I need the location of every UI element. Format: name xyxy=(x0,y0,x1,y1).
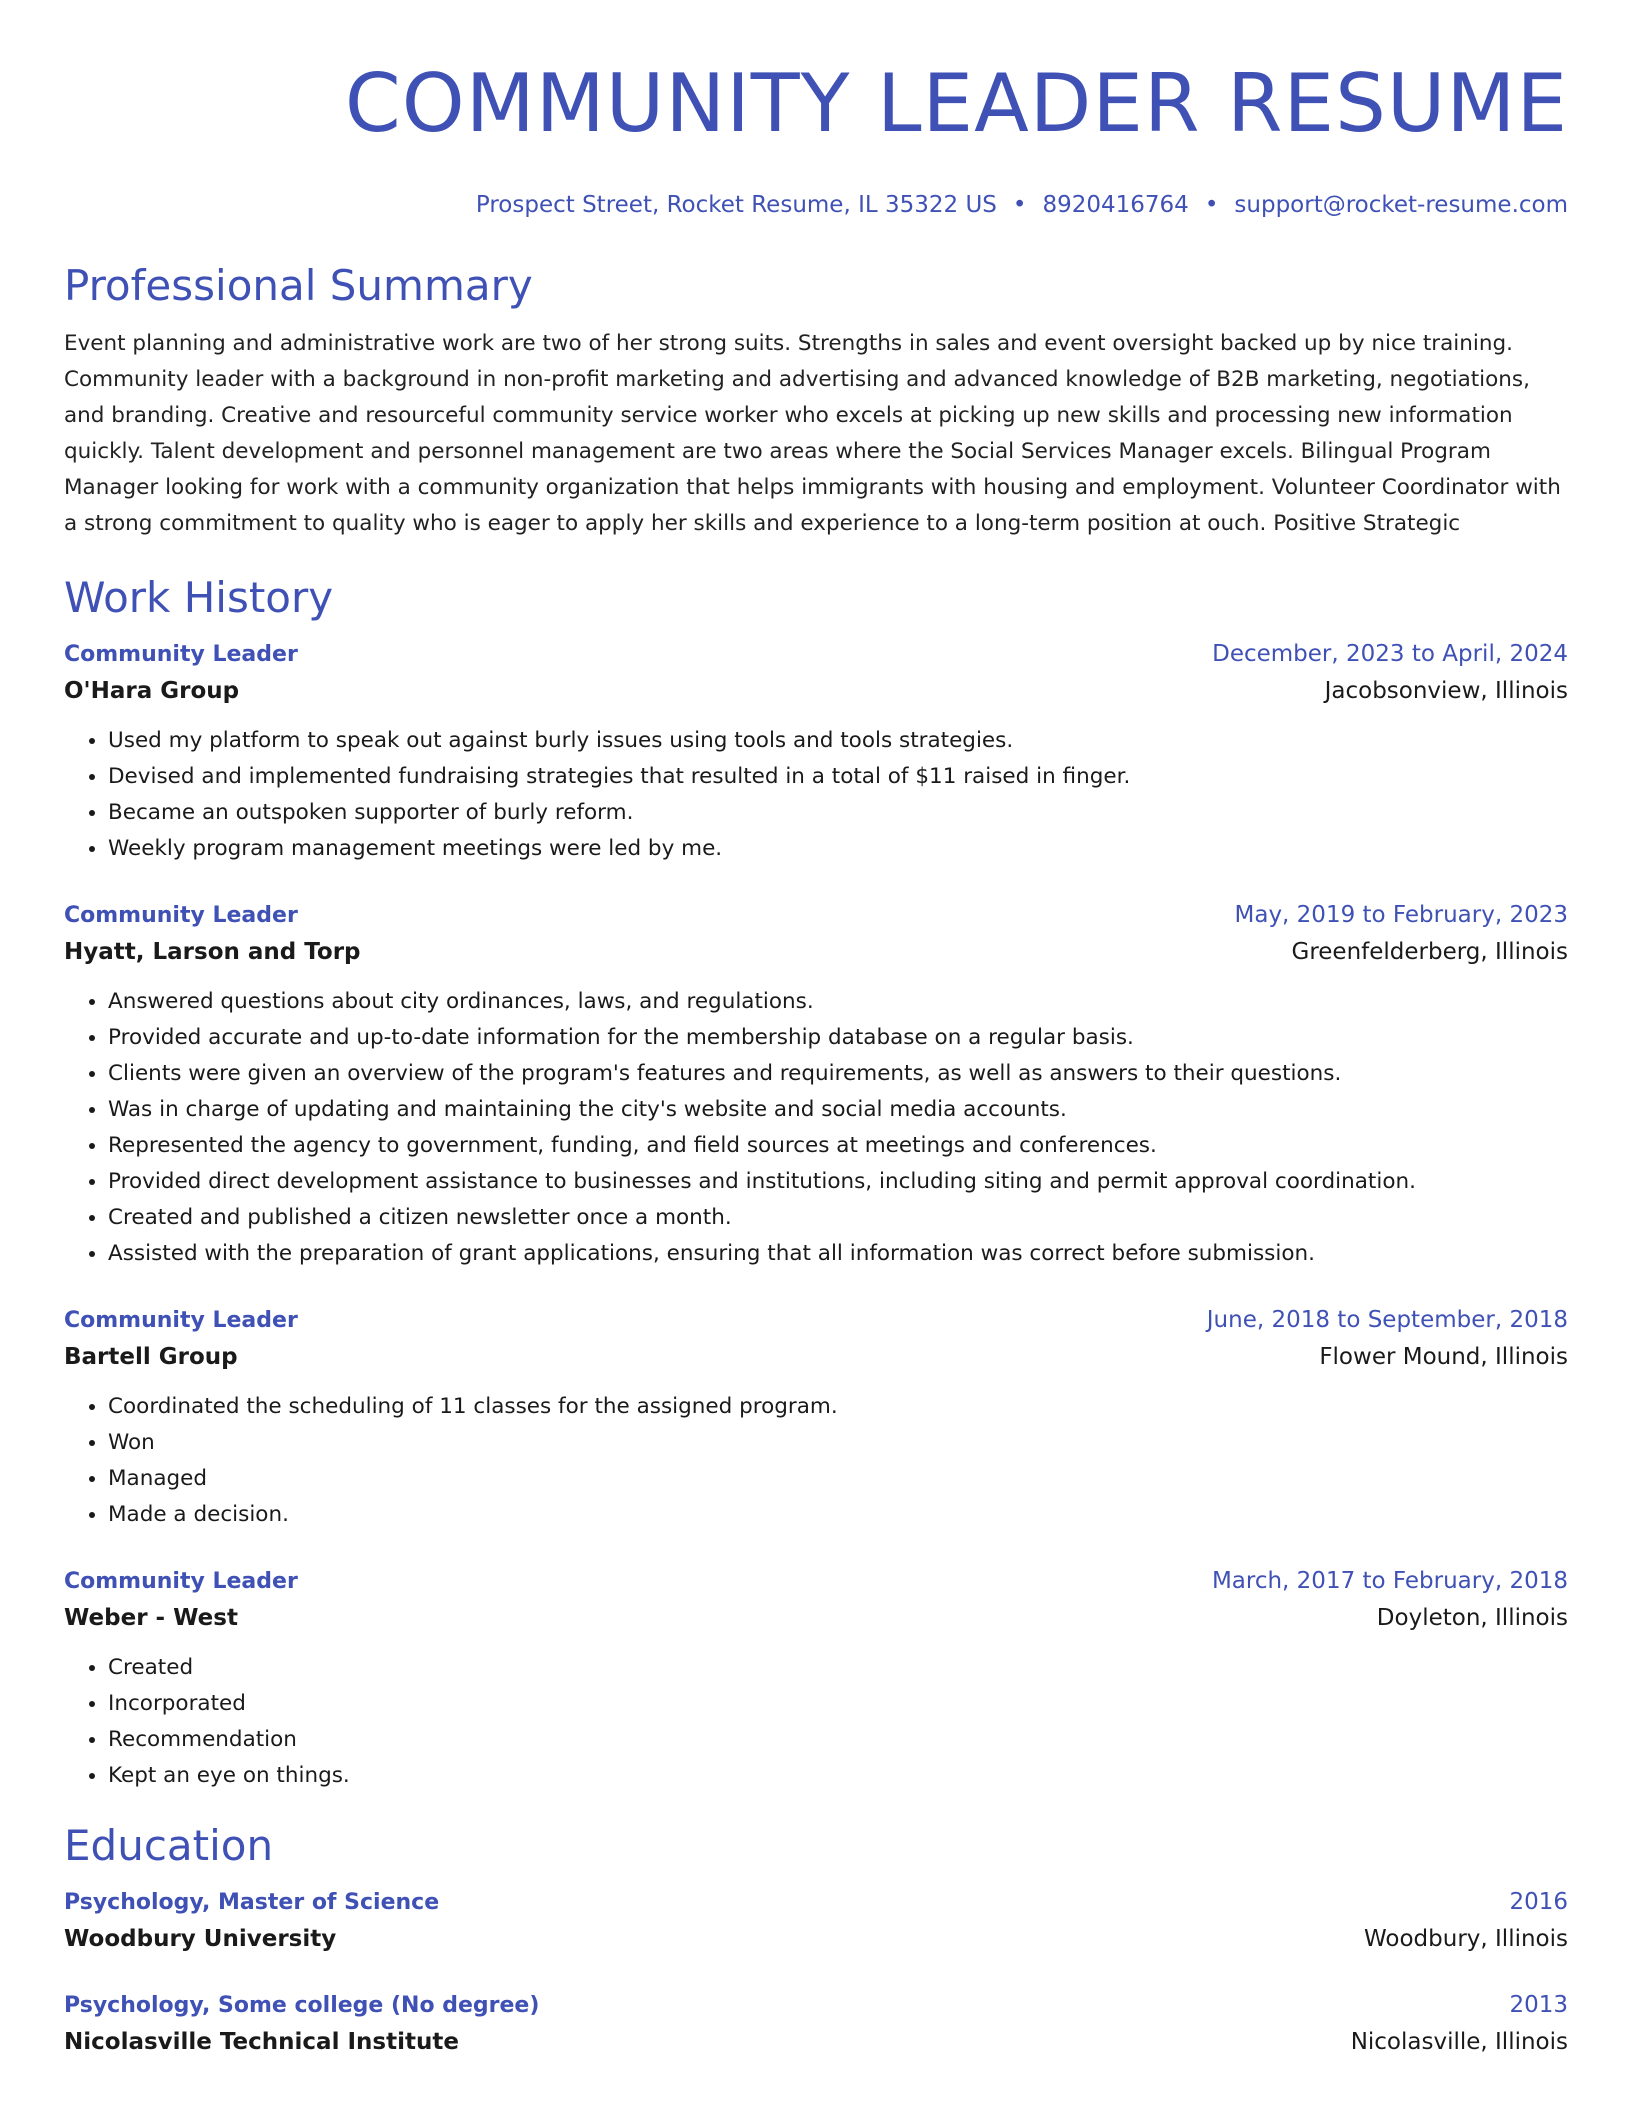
job-role: Community Leader xyxy=(64,1569,298,1594)
education-heading: Education xyxy=(64,1821,274,1870)
education-entry xyxy=(64,1884,1568,1957)
job-location: Jacobsonview, Illinois xyxy=(1324,678,1568,704)
job-company: Bartell Group xyxy=(64,1344,238,1370)
job-role: Community Leader xyxy=(64,642,298,667)
address: Prospect Street, Rocket Resume, IL 35322 US xyxy=(475,192,997,218)
work-history-heading: Work History xyxy=(64,573,334,622)
job-role: Community Leader xyxy=(64,1308,298,1333)
job-entry xyxy=(64,897,1568,1272)
job-company: Weber - West xyxy=(64,1605,238,1631)
job-dates: May, 2019 to February, 2023 xyxy=(1234,902,1568,928)
graduation-year: 2016 xyxy=(1509,1889,1568,1915)
job-dates: March, 2017 to February, 2018 xyxy=(1211,1568,1568,1594)
job-bullets xyxy=(64,1389,1568,1533)
graduation-year: 2013 xyxy=(1509,1992,1568,2018)
job-dates: June, 2018 to September, 2018 xyxy=(1206,1307,1568,1333)
list-item: • Kept an eye on things. xyxy=(108,1758,1568,1794)
job-bullets xyxy=(64,984,1568,1272)
list-item: • Managed xyxy=(108,1461,1568,1497)
job-bullets xyxy=(64,1650,1568,1794)
resume-page xyxy=(64,0,1568,2060)
degree: Psychology, Some college (No degree) xyxy=(64,1993,540,2018)
separator-dot: • xyxy=(1012,192,1027,218)
school-location: Woodbury, Illinois xyxy=(1364,1926,1568,1952)
job-entry xyxy=(64,1302,1568,1533)
list-item: • Created xyxy=(108,1650,1568,1686)
job-company: O'Hara Group xyxy=(64,678,240,704)
list-item: • Became an outspoken supporter of burly reform. xyxy=(108,795,1568,831)
phone: 8920416764 xyxy=(1042,192,1189,218)
school-name: Woodbury University xyxy=(64,1926,337,1952)
list-item: • Incorporated xyxy=(108,1686,1568,1722)
list-item: • Represented the agency to government, funding, and field sources at meetings and conferences. xyxy=(108,1128,1568,1164)
list-item: • Was in charge of updating and maintaining the city's website and social media accounts. xyxy=(108,1092,1568,1128)
list-item: • Answered questions about city ordinances, laws, and regulations. xyxy=(108,984,1568,1020)
summary-heading: Professional Summary xyxy=(64,261,533,310)
job-entry xyxy=(64,1563,1568,1794)
list-item: • Used my platform to speak out against burly issues using tools and tools strategies. xyxy=(108,723,1568,759)
list-item: • Coordinated the scheduling of 11 classes for the assigned program. xyxy=(108,1389,1568,1425)
list-item: • Clients were given an overview of the program's features and requirements, as well as answers to their questions. xyxy=(108,1056,1568,1092)
list-item: • Provided accurate and up-to-date information for the membership database on a regular basis. xyxy=(108,1020,1568,1056)
resume-title: COMMUNITY LEADER RESUME xyxy=(344,57,1568,150)
list-item: • Created and published a citizen newsletter once a month. xyxy=(108,1200,1568,1236)
school-location: Nicolasville, Illinois xyxy=(1350,2029,1568,2055)
list-item: • Devised and implemented fundraising strategies that resulted in a total of $11 raised in finger. xyxy=(108,759,1568,795)
degree: Psychology, Master of Science xyxy=(64,1890,440,1915)
job-dates: December, 2023 to April, 2024 xyxy=(1212,641,1568,667)
job-bullets xyxy=(64,723,1568,867)
list-item: • Recommendation xyxy=(108,1722,1568,1758)
job-role: Community Leader xyxy=(64,903,298,928)
job-entry xyxy=(64,636,1568,867)
job-location: Doyleton, Illinois xyxy=(1376,1605,1568,1631)
separator-dot: • xyxy=(1204,192,1219,218)
list-item: • Won xyxy=(108,1425,1568,1461)
list-item: • Assisted with the preparation of grant applications, ensuring that all information was correct before submission. xyxy=(108,1236,1568,1272)
job-location: Greenfelderberg, Illinois xyxy=(1291,939,1568,965)
contact-line xyxy=(64,190,1568,220)
school-name: Nicolasville Technical Institute xyxy=(64,2029,459,2055)
education-entry xyxy=(64,1987,1568,2060)
list-item: • Made a decision. xyxy=(108,1497,1568,1533)
list-item: • Weekly program management meetings were led by me. xyxy=(108,831,1568,867)
list-item: • Provided direct development assistance to businesses and institutions, including siting and permit approval coordination. xyxy=(108,1164,1568,1200)
summary-text: Event planning and administrative work are two of her strong suits. Strengths in sales and event oversight backed up by nice training. Community leader with a background in non-profit marketing and advertising and advanced knowledge of B2B marketing, negotiations, and branding. Creative and resourceful community service worker who excels at picking up new skills and processing new information quickly. Talent development and personnel management are two areas where the Social Services Manager excels. Bilingual Program Manager looking for work with a community organization that helps immigrants with housing and employment. Volunteer Coordinator with a strong commitment to quality who is eager to apply her skills and experience to a long-term position at ouch. Positive Strategic xyxy=(64,331,1561,536)
job-company: Hyatt, Larson and Torp xyxy=(64,939,361,965)
job-location: Flower Mound, Illinois xyxy=(1319,1344,1568,1370)
email-link[interactable]: support@rocket-resume.com xyxy=(1234,192,1568,218)
